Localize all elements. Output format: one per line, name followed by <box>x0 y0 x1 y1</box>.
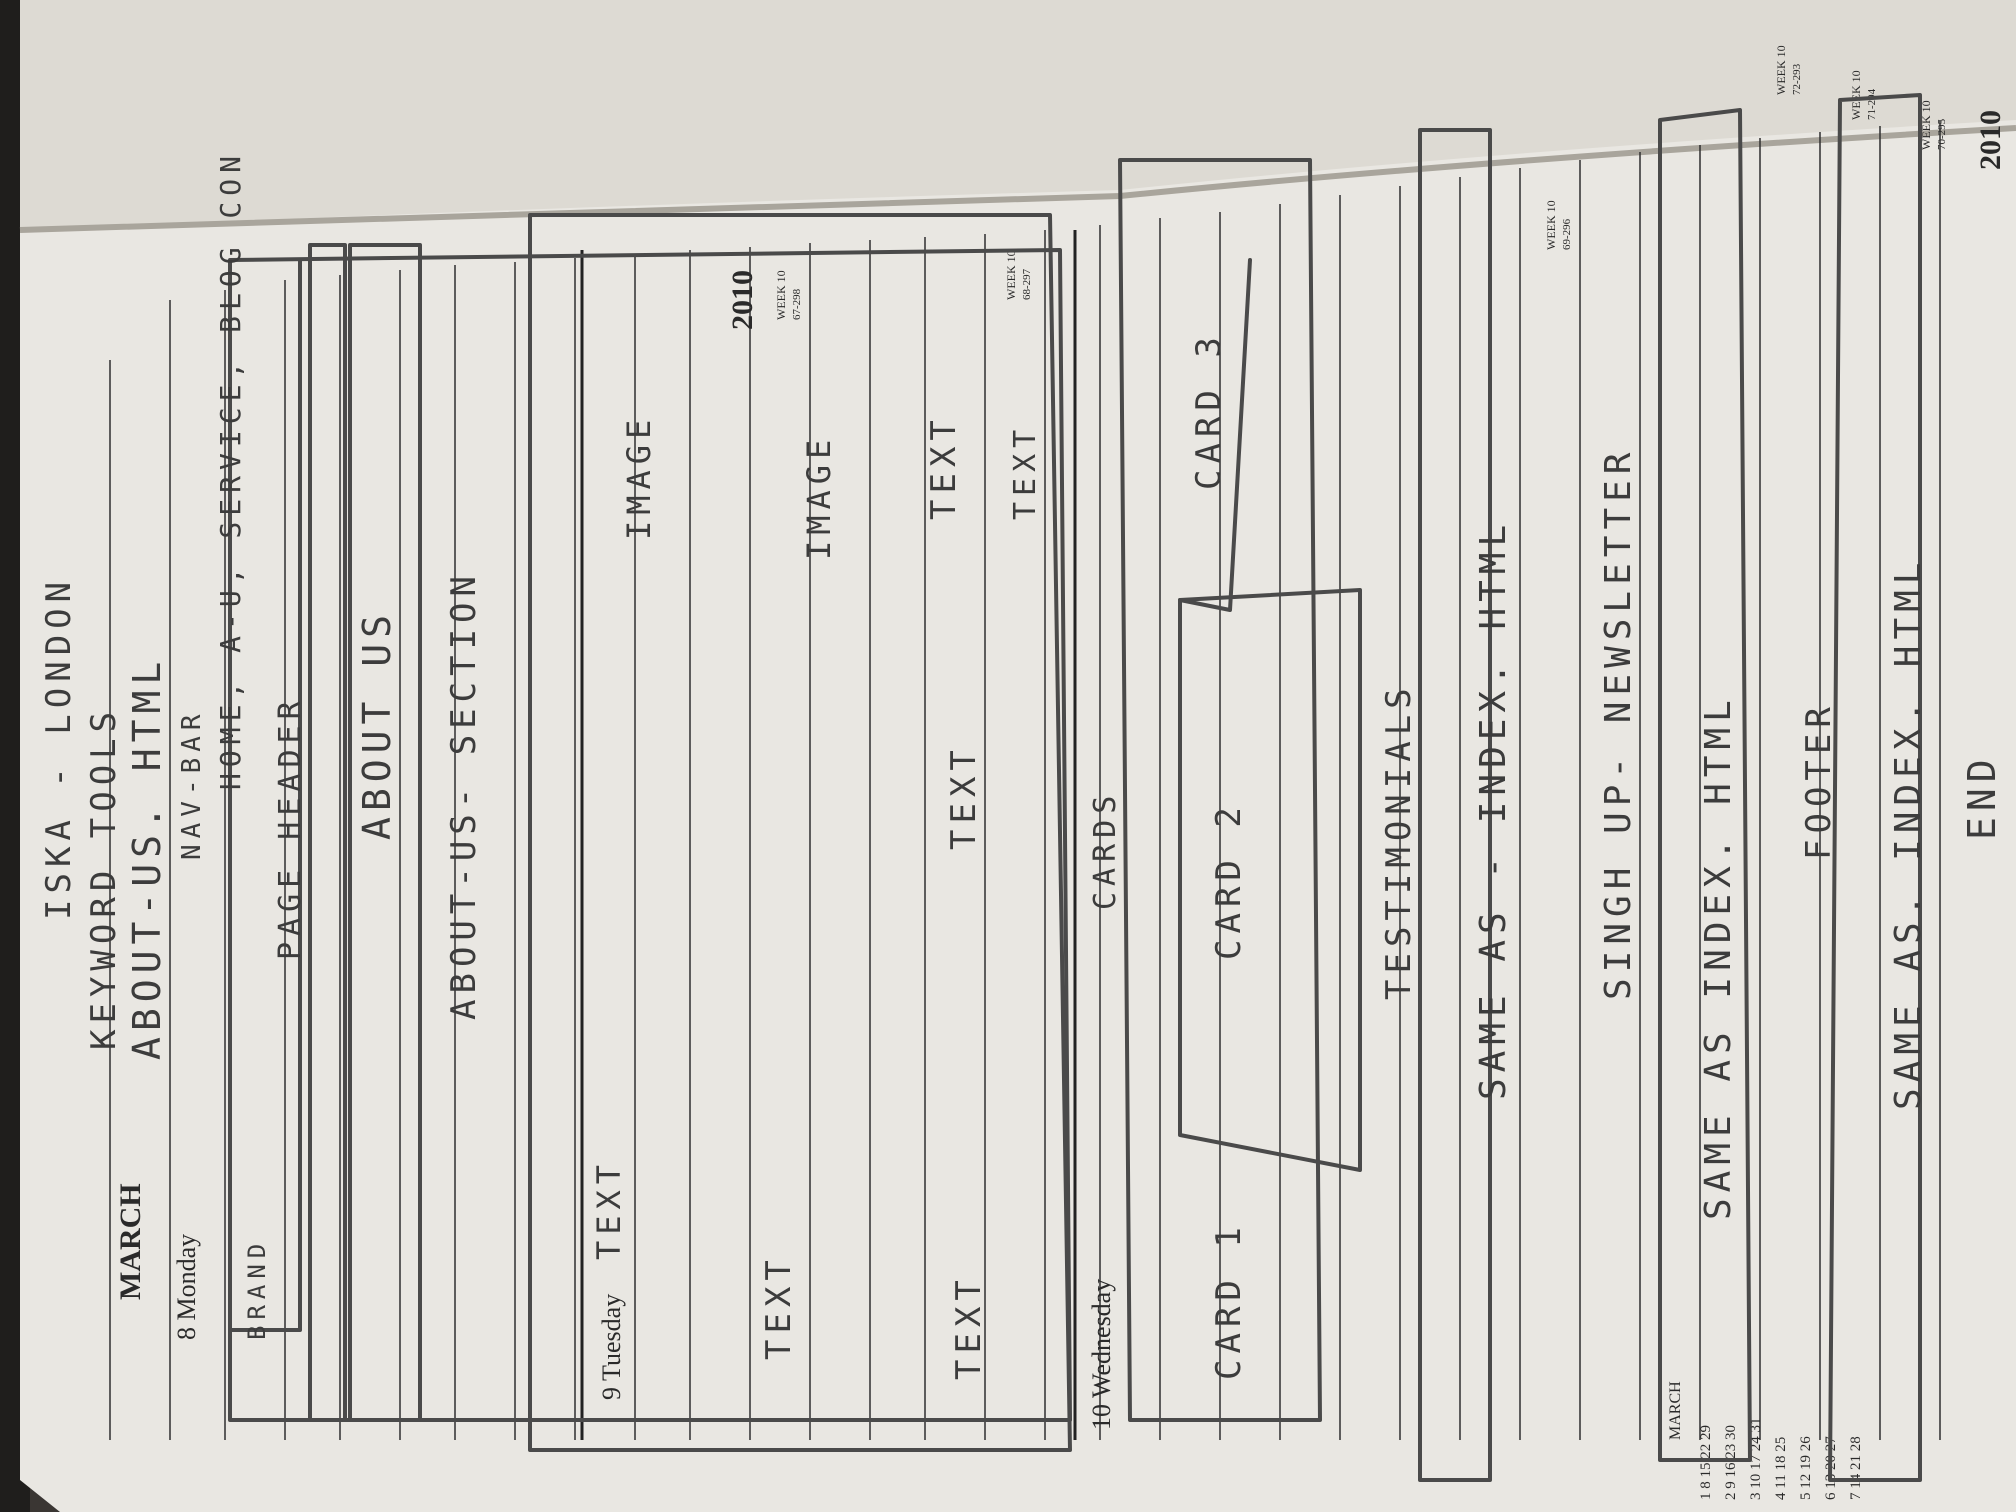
image-label-2: IMAGE <box>800 433 838 560</box>
card-1-label: CARD 1 <box>1209 1221 1249 1380</box>
text-label-3: TEXT <box>949 1274 989 1380</box>
title-line-2: KEYWORD TOOLS <box>84 705 124 1050</box>
mini-calendar-row: 3 10 17 24 31 <box>1748 1417 1764 1500</box>
mini-calendar-row: 1 8 15 22 29 <box>1698 1425 1714 1500</box>
mini-calendar-row: 4 11 18 25 <box>1773 1436 1789 1500</box>
text-label-6: TEXT <box>1008 423 1043 520</box>
week-label-6: WEEK 10 <box>1774 45 1788 95</box>
month-label: MARCH <box>114 1183 147 1300</box>
title-line-1: ISKA - LONDON <box>39 575 79 920</box>
mini-calendar-row: 7 14 21 28 <box>1848 1436 1864 1500</box>
page-header-label: PAGE HEADER <box>273 695 308 960</box>
card-3-label: CARD 3 <box>1189 331 1229 490</box>
day-label-wednesday: 10 Wednesday <box>1087 1278 1116 1430</box>
brand-label: BRAND <box>243 1237 271 1340</box>
day-count-5: 71-294 <box>1866 88 1878 120</box>
week-label-1: WEEK 10 <box>774 270 788 320</box>
nav-links-label: HOME, A-U, SERVICE, BLOG CON <box>214 149 247 790</box>
mini-calendar-row: 5 12 19 26 <box>1798 1436 1814 1500</box>
image-label-1: IMAGE <box>620 413 658 540</box>
about-us-label: ABOUT US <box>355 608 399 840</box>
day-count-6: 72-293 <box>1791 63 1803 95</box>
week-label-3: WEEK 10 <box>1544 200 1558 250</box>
week-label-2: WEEK 10 <box>1004 250 1018 300</box>
mini-calendar-row: 2 9 16 23 30 <box>1723 1425 1739 1500</box>
year-label: 2010 <box>726 270 759 330</box>
same-as-label-3: SAME AS. INDEX. HTML <box>1888 556 1929 1110</box>
footer-label: FOOTER <box>1799 701 1839 860</box>
same-as-label-2: SAME AS INDEX. HTML <box>1698 694 1739 1220</box>
about-section-label: ABOUT-US- SECTION <box>444 570 484 1020</box>
nav-bar-label: NAV-BAR <box>177 708 207 860</box>
day-count-2: 68-297 <box>1021 268 1033 300</box>
right-year-label: 2010 <box>1974 110 2007 170</box>
same-as-label-1: SAME AS - INDEX. HTML <box>1473 518 1514 1100</box>
title-line-3: ABOUT-US. HTML <box>125 655 169 1060</box>
day-count-4: 70-295 <box>1936 118 1948 150</box>
day-label-monday: 8 Monday <box>172 1233 201 1340</box>
day-count-3: 69-296 <box>1561 218 1573 250</box>
text-label-2: TEXT <box>759 1254 799 1360</box>
text-label-1: TEXT <box>590 1158 628 1260</box>
card-2-label: CARD 2 <box>1209 801 1249 960</box>
day-label-tuesday: 9 Tuesday <box>597 1293 626 1400</box>
text-label-5: TEXT <box>924 414 964 520</box>
week-label-5: WEEK 10 <box>1849 70 1863 120</box>
testimonials-label: TESTIMONIALS <box>1379 682 1419 1000</box>
text-label-4: TEXT <box>944 744 984 850</box>
mini-calendar-month: MARCH <box>1667 1381 1684 1440</box>
end-label: END <box>1960 753 2004 840</box>
signup-label: SINGH UP- NEWSLETTER <box>1598 446 1639 1000</box>
cards-heading: CARDS <box>1088 789 1123 910</box>
week-label-4: WEEK 10 <box>1919 100 1933 150</box>
mini-calendar-row: 6 13 20 27 <box>1823 1436 1839 1500</box>
day-count-1: 67-298 <box>791 288 803 320</box>
